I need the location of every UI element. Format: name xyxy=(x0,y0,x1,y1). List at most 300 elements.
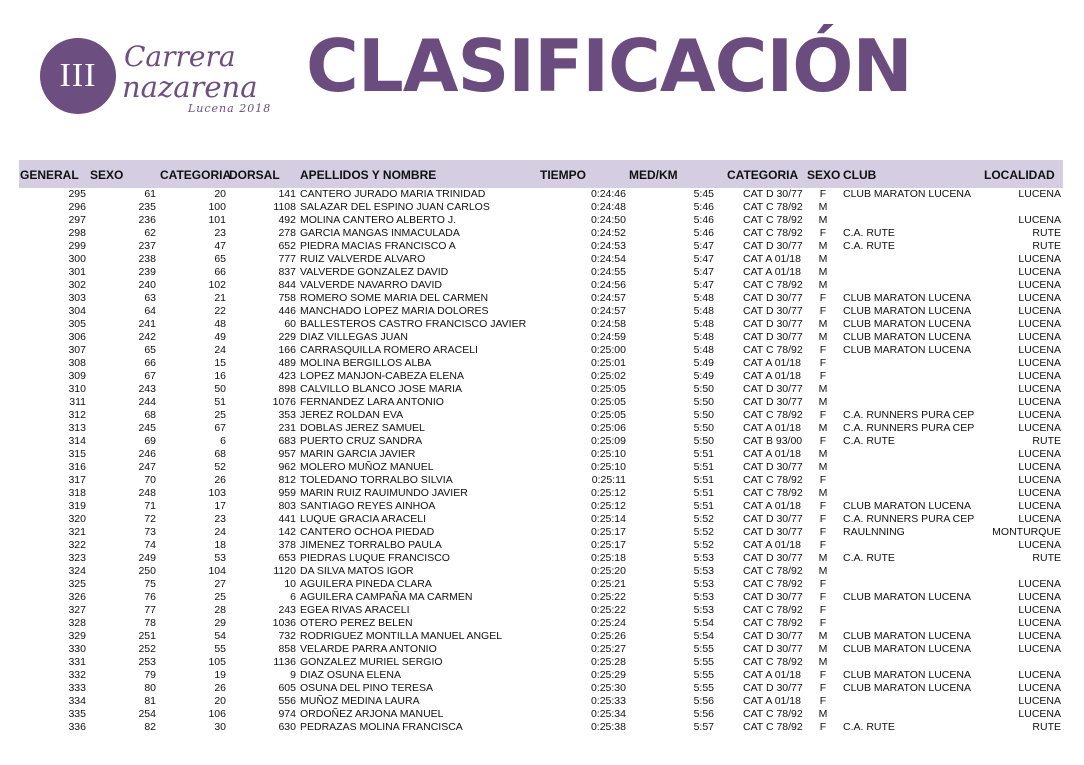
cell-sexo: 74 xyxy=(144,539,156,551)
cell-categoria-2: CAT D 30/77 xyxy=(743,292,803,304)
cell-sexo-2: M xyxy=(818,279,828,291)
cell-localidad: LUCENA xyxy=(1018,331,1061,343)
cell-dorsal: 423 xyxy=(278,370,296,382)
cell-categoria: 23 xyxy=(214,513,226,525)
header-sexo: SEXO xyxy=(90,168,124,182)
cell-general: 328 xyxy=(68,617,86,629)
cell-localidad: LUCENA xyxy=(1018,292,1061,304)
cell-nombre: SALAZAR DEL ESPINO JUAN CARLOS xyxy=(300,201,490,213)
cell-localidad: LUCENA xyxy=(1018,695,1061,707)
cell-tiempo: 0:25:06 xyxy=(590,422,626,434)
cell-localidad: RUTE xyxy=(1032,227,1061,239)
cell-tiempo: 0:25:22 xyxy=(590,604,626,616)
cell-categoria: 53 xyxy=(214,552,226,564)
cell-sexo-2: F xyxy=(819,409,827,421)
cell-general: 308 xyxy=(68,357,86,369)
cell-dorsal: 446 xyxy=(278,305,296,317)
cell-med-km: 5:46 xyxy=(693,214,714,226)
cell-club: C.A. RUNNERS PURA CEP xyxy=(843,422,975,434)
cell-general: 305 xyxy=(68,318,86,330)
cell-nombre: DOBLAS JEREZ SAMUEL xyxy=(300,422,425,434)
cell-tiempo: 0:25:10 xyxy=(590,461,626,473)
cell-dorsal: 489 xyxy=(278,357,296,369)
cell-categoria-2: CAT C 78/92 xyxy=(743,721,803,733)
cell-dorsal: 492 xyxy=(278,214,296,226)
cell-club: CLUB MARATON LUCENA xyxy=(843,188,971,200)
cell-sexo-2: M xyxy=(818,396,828,408)
cell-general: 317 xyxy=(68,474,86,486)
cell-sexo-2: M xyxy=(818,214,828,226)
cell-categoria: 24 xyxy=(214,344,226,356)
cell-med-km: 5:53 xyxy=(693,591,714,603)
cell-sexo: 82 xyxy=(144,721,156,733)
cell-categoria: 26 xyxy=(214,682,226,694)
cell-sexo: 244 xyxy=(138,396,156,408)
cell-nombre: OTERO PEREZ BELEN xyxy=(300,617,413,629)
cell-sexo-2: M xyxy=(818,240,828,252)
cell-localidad: LUCENA xyxy=(1018,448,1061,460)
cell-tiempo: 0:25:21 xyxy=(590,578,626,590)
cell-nombre: MOLINA CANTERO ALBERTO J. xyxy=(300,214,456,226)
cell-dorsal: 777 xyxy=(278,253,296,265)
cell-general: 315 xyxy=(68,448,86,460)
cell-dorsal: 1036 xyxy=(272,617,296,629)
cell-dorsal: 683 xyxy=(278,435,296,447)
header-categoria-2: CATEGORIA xyxy=(727,168,799,182)
cell-categoria: 28 xyxy=(214,604,226,616)
cell-nombre: CANTERO OCHOA PIEDAD xyxy=(300,526,435,538)
cell-categoria: 19 xyxy=(214,669,226,681)
cell-categoria-2: CAT D 30/77 xyxy=(743,513,803,525)
cell-sexo: 70 xyxy=(144,474,156,486)
table-row xyxy=(0,656,1084,669)
cell-categoria: 106 xyxy=(208,708,226,720)
cell-localidad: LUCENA xyxy=(1018,305,1061,317)
table-row xyxy=(0,370,1084,383)
cell-localidad: LUCENA xyxy=(1018,669,1061,681)
logo-numeral-badge xyxy=(40,38,116,114)
cell-tiempo: 0:25:05 xyxy=(590,396,626,408)
cell-categoria-2: CAT C 78/92 xyxy=(743,604,803,616)
cell-general: 301 xyxy=(68,266,86,278)
cell-categoria-2: CAT D 30/77 xyxy=(743,643,803,655)
logo-line-lucena: Lucena 2018 xyxy=(188,102,272,115)
cell-sexo: 61 xyxy=(144,188,156,200)
cell-nombre: TOLEDANO TORRALBO SILVIA xyxy=(300,474,453,486)
table-row xyxy=(0,279,1084,292)
cell-categoria: 51 xyxy=(214,396,226,408)
cell-nombre: JEREZ ROLDAN EVA xyxy=(300,409,404,421)
cell-categoria: 6 xyxy=(220,435,226,447)
cell-sexo: 77 xyxy=(144,604,156,616)
cell-nombre: DA SILVA MATOS IGOR xyxy=(300,565,414,577)
cell-categoria: 30 xyxy=(214,721,226,733)
cell-categoria-2: CAT A 01/18 xyxy=(743,422,801,434)
cell-dorsal: 1120 xyxy=(273,565,296,577)
cell-general: 302 xyxy=(68,279,86,291)
cell-med-km: 5:51 xyxy=(693,448,714,460)
cell-categoria-2: CAT C 78/92 xyxy=(743,214,803,226)
cell-categoria-2: CAT C 78/92 xyxy=(743,708,803,720)
cell-med-km: 5:56 xyxy=(693,695,714,707)
cell-categoria-2: CAT D 30/77 xyxy=(743,383,803,395)
cell-tiempo: 0:24:58 xyxy=(590,318,626,330)
cell-club: CLUB MARATON LUCENA xyxy=(843,305,971,317)
cell-sexo: 239 xyxy=(138,266,156,278)
cell-categoria: 65 xyxy=(214,253,226,265)
cell-general: 334 xyxy=(68,695,86,707)
cell-med-km: 5:55 xyxy=(693,643,714,655)
cell-general: 333 xyxy=(68,682,86,694)
table-row xyxy=(0,292,1084,305)
cell-categoria-2: CAT D 30/77 xyxy=(743,305,803,317)
cell-med-km: 5:55 xyxy=(693,682,714,694)
cell-sexo: 64 xyxy=(144,305,156,317)
cell-med-km: 5:55 xyxy=(693,669,714,681)
cell-tiempo: 0:25:27 xyxy=(590,643,626,655)
cell-tiempo: 0:25:05 xyxy=(590,383,626,395)
cell-general: 298 xyxy=(68,227,86,239)
cell-dorsal: 378 xyxy=(278,539,296,551)
cell-general: 327 xyxy=(68,604,86,616)
table-row xyxy=(0,318,1084,331)
cell-general: 300 xyxy=(68,253,86,265)
cell-tiempo: 0:25:17 xyxy=(590,539,626,551)
cell-categoria-2: CAT A 01/18 xyxy=(743,500,801,512)
cell-sexo: 245 xyxy=(138,422,156,434)
race-logo xyxy=(40,38,280,120)
cell-sexo-2: M xyxy=(818,656,828,668)
cell-nombre: MOLINA BERGILLOS ALBA xyxy=(300,357,432,369)
table-row xyxy=(0,708,1084,721)
cell-tiempo: 0:24:52 xyxy=(590,227,626,239)
cell-club: CLUB MARATON LUCENA xyxy=(843,591,971,603)
cell-sexo-2: M xyxy=(818,266,828,278)
cell-sexo-2: F xyxy=(819,292,827,304)
cell-dorsal: 962 xyxy=(278,461,296,473)
cell-categoria-2: CAT A 01/18 xyxy=(743,357,801,369)
cell-general: 322 xyxy=(68,539,86,551)
cell-categoria-2: CAT D 30/77 xyxy=(743,396,803,408)
cell-sexo-2: F xyxy=(819,474,827,486)
cell-categoria-2: CAT A 01/18 xyxy=(743,448,801,460)
table-row xyxy=(0,331,1084,344)
cell-nombre: DIAZ OSUNA ELENA xyxy=(300,669,401,681)
cell-categoria-2: CAT D 30/77 xyxy=(743,630,803,642)
cell-med-km: 5:54 xyxy=(693,630,714,642)
logo-line-carrera: Carrera xyxy=(124,40,236,73)
cell-sexo-2: M xyxy=(818,630,828,642)
table-row xyxy=(0,643,1084,656)
cell-sexo: 237 xyxy=(138,240,156,252)
cell-tiempo: 0:24:53 xyxy=(590,240,626,252)
cell-sexo: 240 xyxy=(138,279,156,291)
cell-localidad: LUCENA xyxy=(1018,643,1061,655)
cell-tiempo: 0:25:38 xyxy=(590,721,626,733)
cell-sexo: 66 xyxy=(144,357,156,369)
cell-categoria: 21 xyxy=(214,292,226,304)
cell-nombre: CANTERO JURADO MARIA TRINIDAD xyxy=(300,188,486,200)
header-club: CLUB xyxy=(843,168,877,182)
cell-localidad: LUCENA xyxy=(1018,708,1061,720)
cell-tiempo: 0:25:34 xyxy=(590,708,626,720)
table-row xyxy=(0,227,1084,240)
header-tiempo: TIEMPO xyxy=(540,168,587,182)
cell-dorsal: 652 xyxy=(278,240,296,252)
cell-tiempo: 0:25:00 xyxy=(590,344,626,356)
cell-med-km: 5:46 xyxy=(693,227,714,239)
cell-categoria-2: CAT B 93/00 xyxy=(743,435,803,447)
cell-tiempo: 0:24:59 xyxy=(590,331,626,343)
cell-categoria-2: CAT C 78/92 xyxy=(743,201,803,213)
cell-tiempo: 0:25:22 xyxy=(590,591,626,603)
cell-sexo-2: F xyxy=(819,669,827,681)
cell-categoria-2: CAT C 78/92 xyxy=(743,617,803,629)
cell-nombre: VELARDE PARRA ANTONIO xyxy=(300,643,437,655)
cell-med-km: 5:51 xyxy=(693,461,714,473)
cell-general: 312 xyxy=(68,409,86,421)
cell-club: RAULNNING xyxy=(843,526,905,538)
cell-categoria: 15 xyxy=(214,357,226,369)
cell-localidad: RUTE xyxy=(1032,240,1061,252)
cell-tiempo: 0:25:12 xyxy=(590,487,626,499)
cell-dorsal: 858 xyxy=(278,643,296,655)
cell-nombre: PIEDRAS LUQUE FRANCISCO xyxy=(300,552,450,564)
cell-med-km: 5:47 xyxy=(693,279,714,291)
cell-nombre: LUQUE GRACIA ARACELI xyxy=(300,513,427,525)
cell-nombre: RUIZ VALVERDE ALVARO xyxy=(300,253,426,265)
cell-dorsal: 353 xyxy=(278,409,296,421)
table-row xyxy=(0,500,1084,513)
cell-med-km: 5:51 xyxy=(693,474,714,486)
cell-club: CLUB MARATON LUCENA xyxy=(843,682,971,694)
cell-categoria-2: CAT C 78/92 xyxy=(743,227,803,239)
cell-tiempo: 0:25:17 xyxy=(590,526,626,538)
cell-nombre: MANCHADO LOPEZ MARIA DOLORES xyxy=(300,305,489,317)
cell-sexo-2: M xyxy=(818,643,828,655)
cell-med-km: 5:48 xyxy=(693,344,714,356)
cell-nombre: DIAZ VILLEGAS JUAN xyxy=(300,331,408,343)
cell-sexo-2: F xyxy=(819,591,827,603)
cell-tiempo: 0:25:05 xyxy=(590,409,626,421)
cell-categoria-2: CAT C 78/92 xyxy=(743,656,803,668)
cell-dorsal: 1136 xyxy=(273,656,296,668)
cell-sexo: 249 xyxy=(138,552,156,564)
cell-categoria: 54 xyxy=(214,630,226,642)
cell-tiempo: 0:25:02 xyxy=(590,370,626,382)
table-row xyxy=(0,578,1084,591)
cell-sexo-2: F xyxy=(819,539,827,551)
table-row xyxy=(0,240,1084,253)
cell-categoria-2: CAT C 78/92 xyxy=(743,578,803,590)
cell-categoria: 22 xyxy=(214,305,226,317)
cell-tiempo: 0:25:20 xyxy=(590,565,626,577)
cell-sexo-2: F xyxy=(819,578,827,590)
cell-nombre: GONZALEZ MURIEL SERGIO xyxy=(300,656,443,668)
cell-dorsal: 844 xyxy=(278,279,296,291)
cell-nombre: MARIN RUIZ RAUIMUNDO JAVIER xyxy=(300,487,468,499)
cell-categoria: 26 xyxy=(214,474,226,486)
cell-nombre: MUÑOZ MEDINA LAURA xyxy=(300,695,420,707)
cell-club: CLUB MARATON LUCENA xyxy=(843,292,971,304)
cell-med-km: 5:55 xyxy=(693,656,714,668)
cell-dorsal: 959 xyxy=(278,487,296,499)
cell-med-km: 5:50 xyxy=(693,383,714,395)
cell-localidad: LUCENA xyxy=(1018,396,1061,408)
cell-localidad: LUCENA xyxy=(1018,279,1061,291)
cell-localidad: LUCENA xyxy=(1018,539,1061,551)
cell-club: CLUB MARATON LUCENA xyxy=(843,630,971,642)
cell-categoria: 27 xyxy=(214,578,226,590)
cell-sexo: 248 xyxy=(138,487,156,499)
cell-localidad: LUCENA xyxy=(1018,487,1061,499)
cell-general: 321 xyxy=(68,526,86,538)
cell-categoria: 103 xyxy=(208,487,226,499)
cell-sexo: 247 xyxy=(138,461,156,473)
cell-dorsal: 732 xyxy=(278,630,296,642)
header-localidad: LOCALIDAD xyxy=(984,168,1055,182)
cell-sexo: 62 xyxy=(144,227,156,239)
cell-categoria: 18 xyxy=(214,539,226,551)
cell-categoria: 25 xyxy=(214,409,226,421)
cell-sexo: 241 xyxy=(138,318,156,330)
results-table-body xyxy=(0,188,1084,734)
cell-club: C.A. RUTE xyxy=(843,721,895,733)
cell-sexo-2: F xyxy=(819,370,827,382)
cell-categoria-2: CAT D 30/77 xyxy=(743,240,803,252)
cell-med-km: 5:47 xyxy=(693,253,714,265)
cell-sexo: 238 xyxy=(138,253,156,265)
cell-categoria-2: CAT D 30/77 xyxy=(743,682,803,694)
cell-med-km: 5:52 xyxy=(693,513,714,525)
cell-club: C.A. RUTE xyxy=(843,435,895,447)
logo-line-nazarena: nazarena xyxy=(122,70,258,104)
table-row xyxy=(0,695,1084,708)
cell-general: 295 xyxy=(68,188,86,200)
cell-club: C.A. RUTE xyxy=(843,240,895,252)
cell-localidad: LUCENA xyxy=(1018,604,1061,616)
table-row xyxy=(0,422,1084,435)
cell-general: 307 xyxy=(68,344,86,356)
cell-nombre: PIEDRA MACIAS FRANCISCO A xyxy=(300,240,456,252)
cell-categoria-2: CAT A 01/18 xyxy=(743,695,801,707)
cell-club: C.A. RUTE xyxy=(843,227,895,239)
cell-nombre: AGUILERA PINEDA CLARA xyxy=(300,578,432,590)
cell-localidad: LUCENA xyxy=(1018,513,1061,525)
header-dorsal: DORSAL xyxy=(229,168,280,182)
cell-med-km: 5:51 xyxy=(693,487,714,499)
cell-general: 318 xyxy=(68,487,86,499)
cell-nombre: VALVERDE NAVARRO DAVID xyxy=(300,279,442,291)
cell-med-km: 5:48 xyxy=(693,331,714,343)
cell-categoria: 105 xyxy=(208,656,226,668)
cell-localidad: LUCENA xyxy=(1018,214,1061,226)
cell-localidad: LUCENA xyxy=(1018,266,1061,278)
header-sexo-2: SEXO xyxy=(807,168,841,182)
cell-tiempo: 0:24:55 xyxy=(590,266,626,278)
cell-localidad: LUCENA xyxy=(1018,357,1061,369)
page-title: CLASIFICACIÓN xyxy=(306,24,912,108)
cell-tiempo: 0:25:01 xyxy=(590,357,626,369)
cell-general: 299 xyxy=(68,240,86,252)
cell-dorsal: 605 xyxy=(278,682,296,694)
cell-sexo: 67 xyxy=(144,370,156,382)
table-row xyxy=(0,214,1084,227)
cell-sexo: 72 xyxy=(144,513,156,525)
cell-club: CLUB MARATON LUCENA xyxy=(843,331,971,343)
cell-sexo-2: M xyxy=(818,201,828,213)
cell-general: 326 xyxy=(68,591,86,603)
cell-categoria-2: CAT D 30/77 xyxy=(743,318,803,330)
cell-localidad: LUCENA xyxy=(1018,617,1061,629)
cell-sexo: 236 xyxy=(138,214,156,226)
cell-localidad: LUCENA xyxy=(1018,370,1061,382)
cell-dorsal: 653 xyxy=(278,552,296,564)
cell-sexo-2: F xyxy=(819,305,827,317)
cell-dorsal: 229 xyxy=(278,331,296,343)
cell-categoria-2: CAT C 78/92 xyxy=(743,565,803,577)
cell-localidad: LUCENA xyxy=(1018,500,1061,512)
cell-general: 303 xyxy=(68,292,86,304)
cell-categoria-2: CAT D 30/77 xyxy=(743,526,803,538)
cell-nombre: OSUNA DEL PINO TERESA xyxy=(300,682,434,694)
cell-general: 330 xyxy=(68,643,86,655)
table-row xyxy=(0,682,1084,695)
cell-sexo-2: F xyxy=(819,435,827,447)
cell-general: 306 xyxy=(68,331,86,343)
cell-categoria: 102 xyxy=(208,279,226,291)
cell-sexo: 243 xyxy=(138,383,156,395)
cell-tiempo: 0:24:56 xyxy=(590,279,626,291)
cell-categoria: 24 xyxy=(214,526,226,538)
cell-sexo-2: F xyxy=(819,617,827,629)
cell-categoria-2: CAT C 78/92 xyxy=(743,474,803,486)
cell-club: C.A. RUNNERS PURA CEP xyxy=(843,513,975,525)
cell-med-km: 5:48 xyxy=(693,305,714,317)
cell-categoria-2: CAT D 30/77 xyxy=(743,188,803,200)
cell-med-km: 5:47 xyxy=(693,266,714,278)
cell-localidad: LUCENA xyxy=(1018,318,1061,330)
table-row xyxy=(0,604,1084,617)
cell-med-km: 5:50 xyxy=(693,435,714,447)
cell-localidad: LUCENA xyxy=(1018,409,1061,421)
cell-dorsal: 60 xyxy=(284,318,296,330)
cell-med-km: 5:53 xyxy=(693,552,714,564)
cell-med-km: 5:53 xyxy=(693,578,714,590)
cell-med-km: 5:52 xyxy=(693,526,714,538)
table-row xyxy=(0,513,1084,526)
cell-tiempo: 0:25:28 xyxy=(590,656,626,668)
cell-categoria-2: CAT A 01/18 xyxy=(743,253,801,265)
cell-dorsal: 166 xyxy=(278,344,296,356)
cell-sexo: 79 xyxy=(144,669,156,681)
table-row xyxy=(0,305,1084,318)
table-row xyxy=(0,552,1084,565)
cell-sexo: 81 xyxy=(144,695,156,707)
cell-nombre: LOPEZ MANJON-CABEZA ELENA xyxy=(300,370,464,382)
cell-nombre: MOLERO MUÑOZ MANUEL xyxy=(300,461,434,473)
cell-sexo: 250 xyxy=(138,565,156,577)
cell-sexo-2: F xyxy=(819,357,827,369)
cell-general: 316 xyxy=(68,461,86,473)
cell-categoria-2: CAT C 78/92 xyxy=(743,409,803,421)
cell-sexo: 69 xyxy=(144,435,156,447)
header-categoria: CATEGORIA xyxy=(160,168,232,182)
cell-general: 309 xyxy=(68,370,86,382)
cell-dorsal: 278 xyxy=(278,227,296,239)
cell-dorsal: 758 xyxy=(278,292,296,304)
cell-med-km: 5:57 xyxy=(693,721,714,733)
